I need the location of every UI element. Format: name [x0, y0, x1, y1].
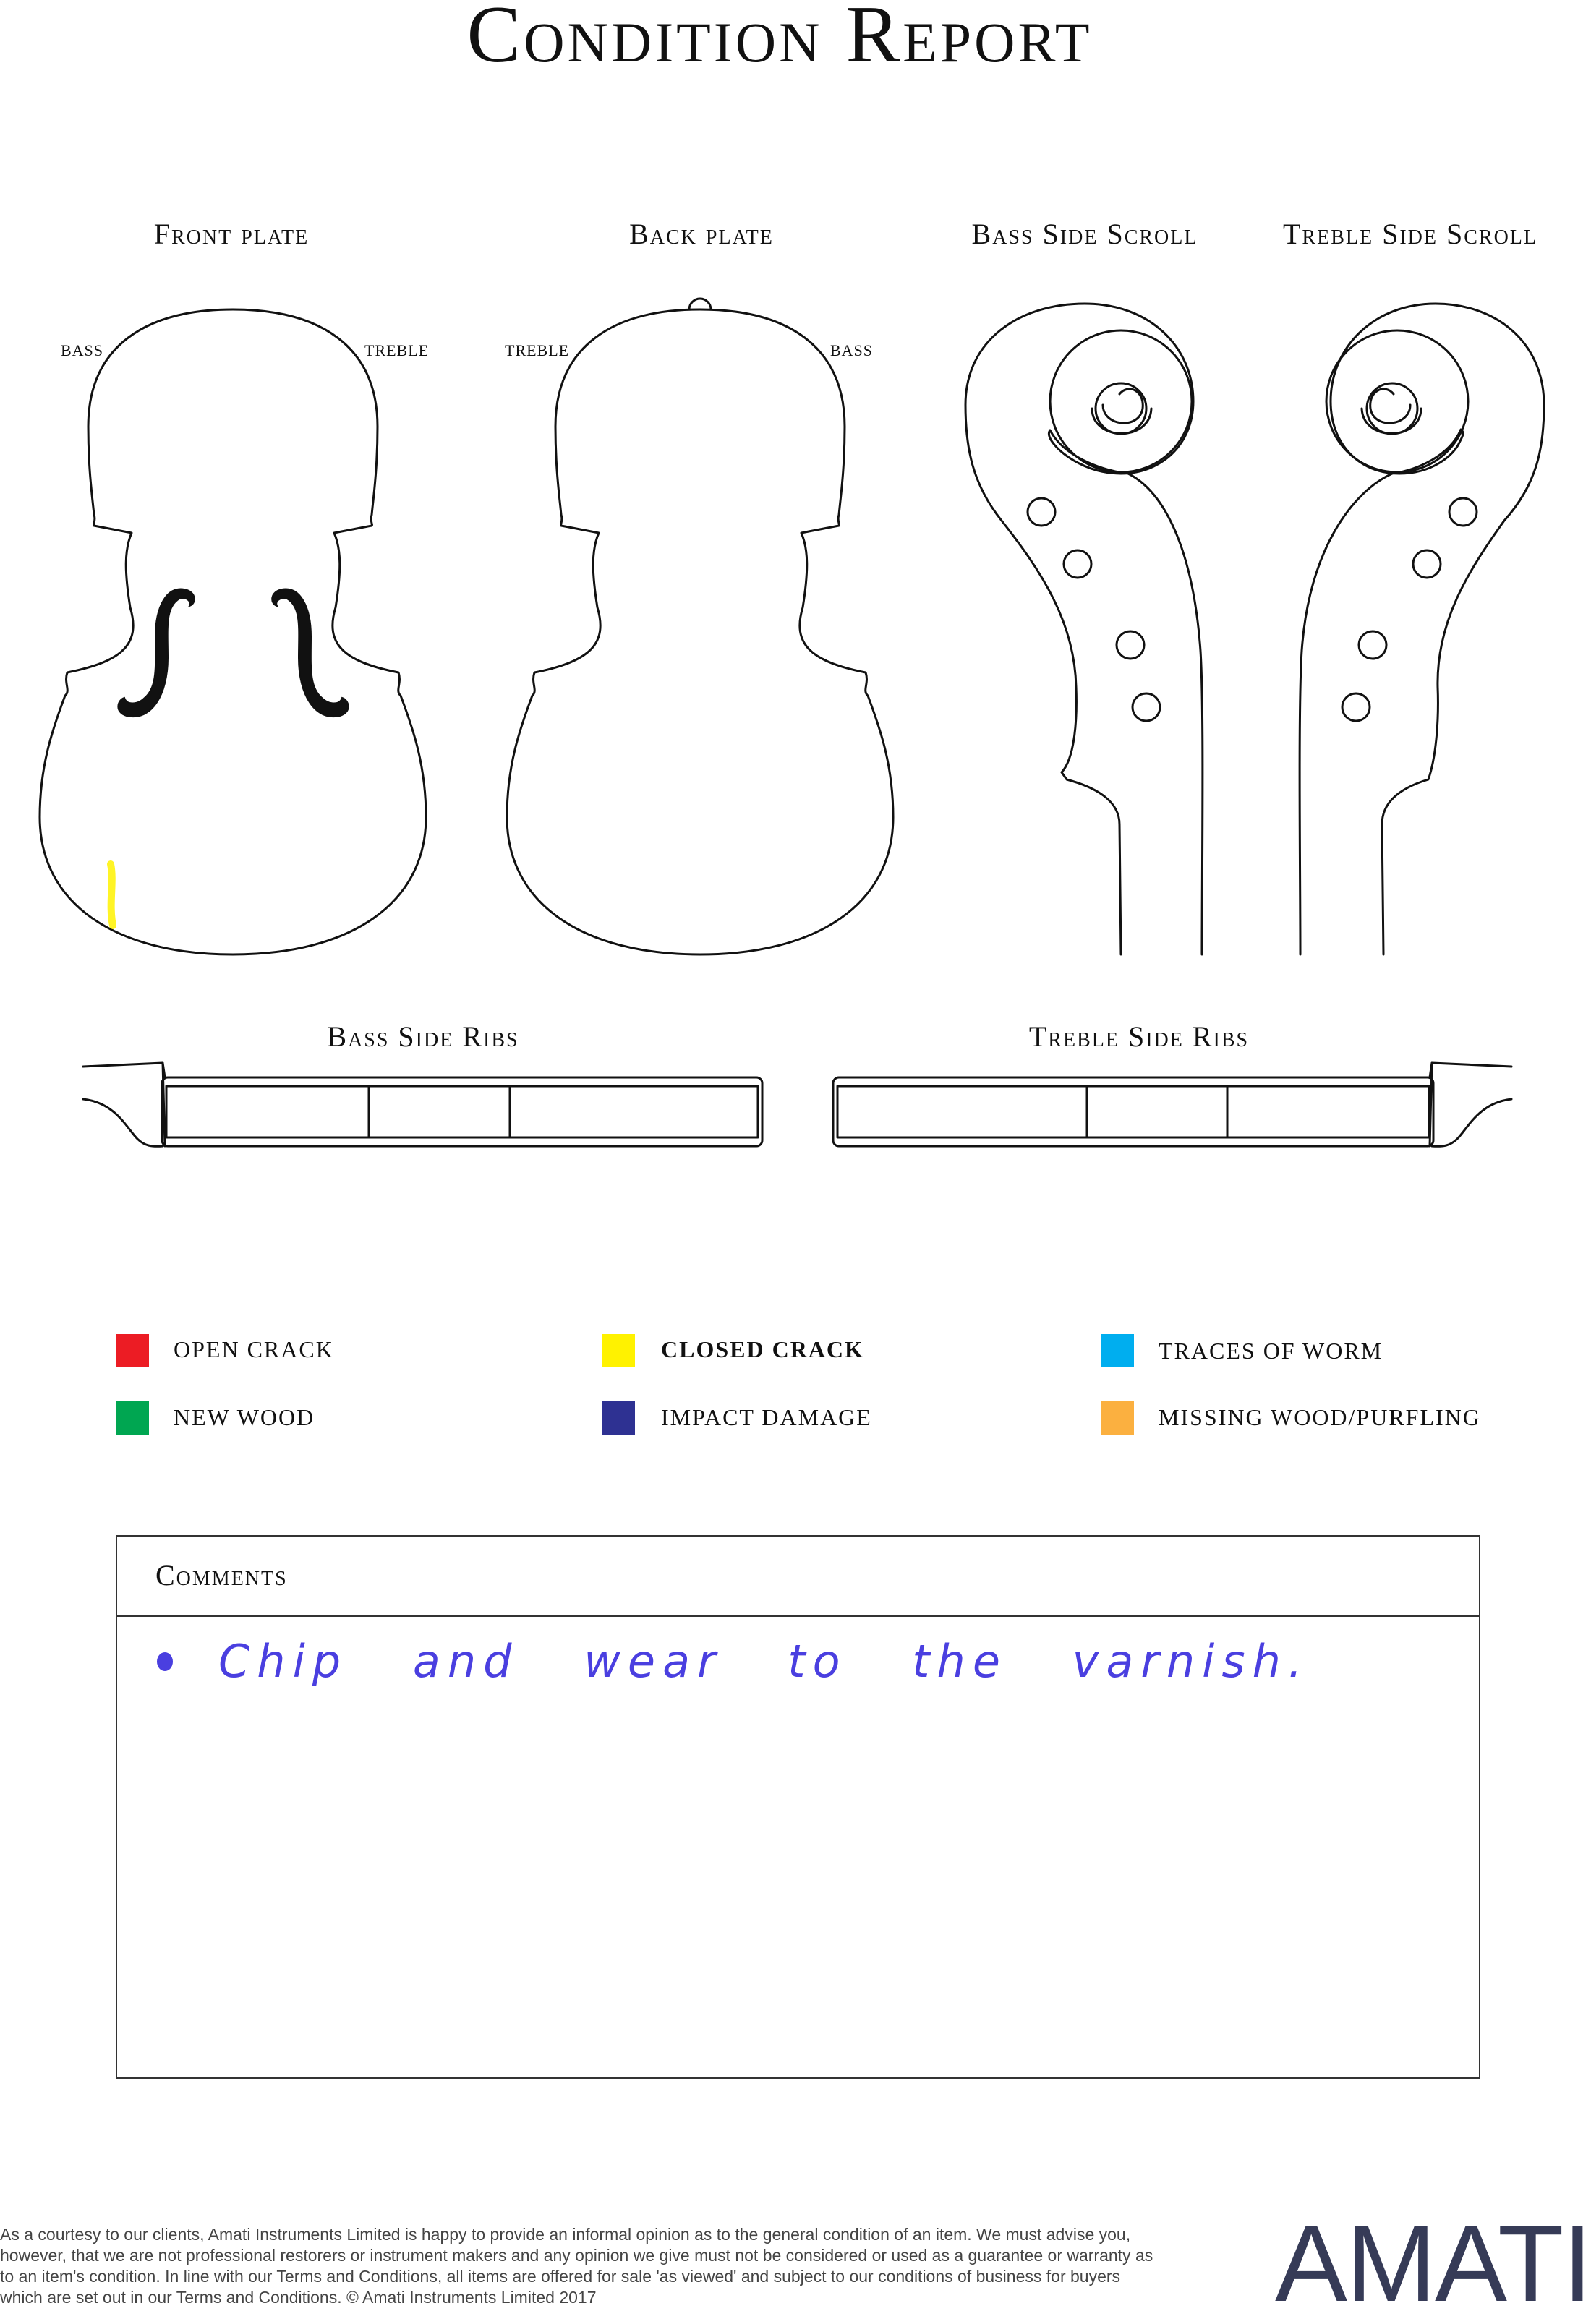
new-wood-swatch [116, 1401, 149, 1435]
front-plate-label: Front plate [153, 218, 310, 250]
impact-damage-swatch [602, 1401, 635, 1435]
traces-of-worm-swatch [1101, 1334, 1134, 1367]
back-plate-outline [507, 309, 893, 954]
closed-crack-marking [111, 864, 113, 926]
open-crack-label: OPEN CRACK [174, 1336, 334, 1362]
comment-bullet [157, 1652, 173, 1671]
front-plate-outline [40, 309, 426, 954]
comments-header [117, 1537, 1479, 1617]
treble-ribs-drawing [833, 1063, 1511, 1146]
impact-damage-label: IMPACT DAMAGE [661, 1404, 872, 1430]
back-plate-label: Back plate [629, 218, 774, 250]
open-crack-swatch [116, 1334, 149, 1367]
traces-of-worm-label: TRACES OF WORM [1159, 1338, 1383, 1364]
front-bass-label: BASS [61, 341, 104, 359]
back-button [689, 299, 711, 309]
bass-ribs-drawing [83, 1063, 762, 1146]
treble-ribs-label: Treble Side Ribs [1028, 1020, 1250, 1053]
disclaimer-text: As a courtesy to our clients, Amati Instruments Limited is happy to provide an informal opinion as to the general condition of an item. We must advise you, however, that we are not professional restorers or instrument makers and any opinion we give must not be considered or used as a guarantee or warranty as to an item's condition. In line with our Terms and Conditions, all items are offered for sale 'as viewed' and subject to our conditions of business for buyers which are set out in our Terms and Conditions. © Amati Instruments Limited 2017 [0, 2225, 1153, 2307]
missing-wood-swatch [1101, 1401, 1134, 1435]
amati-logo: AMATI [1275, 2203, 1591, 2324]
missing-wood-label: MISSING WOOD/PURFLING [1159, 1404, 1481, 1430]
front-treble-label: TREBLE [364, 341, 430, 359]
page-title: Condition Report [466, 0, 1093, 80]
comments-label: Comments [155, 1559, 288, 1592]
bass-scroll-label: Bass Side Scroll [971, 218, 1198, 250]
bass-ribs-label: Bass Side Ribs [327, 1020, 519, 1053]
back-bass-label: BASS [830, 341, 874, 359]
f-holes [118, 589, 348, 717]
comment-entry: Chip and wear to the varnish. [218, 1635, 1310, 1688]
treble-scroll-label: Treble Side Scroll [1282, 218, 1537, 250]
back-treble-label: TREBLE [505, 341, 570, 359]
new-wood-label: NEW WOOD [174, 1404, 315, 1430]
closed-crack-label: CLOSED CRACK [661, 1336, 864, 1362]
comments-box[interactable] [116, 1535, 1480, 2079]
closed-crack-swatch [602, 1334, 635, 1367]
bass-scroll-outline [965, 304, 1203, 954]
